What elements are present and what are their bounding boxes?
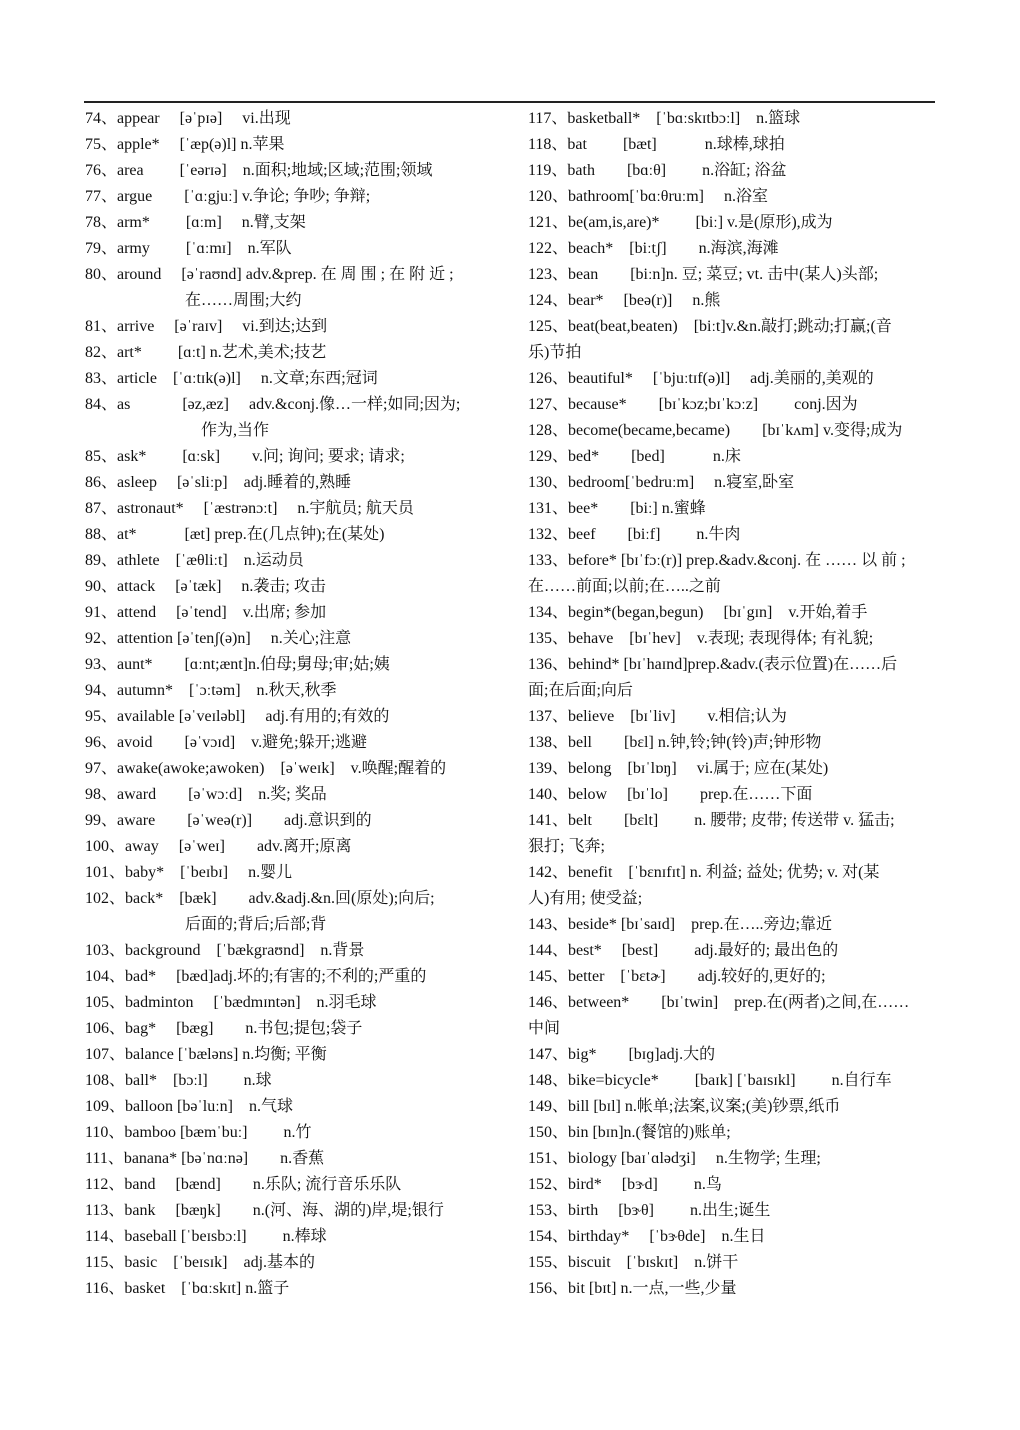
vocab-entry-line: 106、bag* [bæg] n.书包;提包;袋子 (85, 1020, 363, 1037)
vocab-entry-line: 100、away [əˈweɪ] adv.离开;原离 (85, 838, 352, 855)
vocab-entry-line: 76、area [ˈeərɪə] n.面积;地域;区域;范围;领域 (85, 162, 433, 179)
vocab-entry-line: 117、basketball* [ˈbɑːskɪtbɔːl] n.篮球 (528, 110, 801, 127)
vocab-entry-line: 89、athlete [ˈæθliːt] n.运动员 (85, 552, 304, 569)
vocab-entry-line: 面;在后面;向后 (528, 682, 633, 699)
vocab-entry-line: 84、as [əz,æz] adv.&conj.像…一样;如同;因为; (85, 396, 461, 413)
vocab-entry-line: 75、apple* [ˈæp(ə)l] n.苹果 (85, 136, 285, 153)
vocab-entry-line: 88、at* [æt] prep.在(几点钟);在(某处) (85, 526, 385, 543)
vocab-entry-line: 122、beach* [biːtʃ] n.海滨,海滩 (528, 240, 779, 257)
vocab-entry-line: 115、basic [ˈbeɪsɪk] adj.基本的 (85, 1254, 316, 1271)
vocab-entry-line: 142、benefit [ˈbɛnɪfɪt] n. 利益; 益处; 优势; v. 对(某 (528, 864, 880, 881)
vocab-entry-line: 141、belt [bɛlt] n. 腰带; 皮带; 传送带 v. 猛击; (528, 812, 895, 829)
vocab-entry-line: 后面的;背后;后部;背 (85, 916, 327, 933)
vocab-entry-line: 155、biscuit [ˈbɪskɪt] n.饼干 (528, 1254, 739, 1271)
header-rule (84, 101, 935, 103)
vocab-entry-line: 127、because* [bɪˈkɔz;bɪˈkɔːz] conj.因为 (528, 396, 858, 413)
vocab-entry-line: 118、bat [bæt] n.球棒,球拍 (528, 136, 785, 153)
vocab-entry-line: 149、bill [bɪl] n.帐单;法案,议案;(美)钞票,纸币 (528, 1098, 841, 1115)
vocab-entry-line: 74、appear [əˈpɪə] vi.出现 (85, 110, 291, 127)
vocab-entry-line: 154、birthday* [ˈbɝθde] n.生日 (528, 1228, 766, 1245)
vocab-entry-line: 133、before* [bɪˈfɔː(r)] prep.&adv.&conj. 在 …… 以 前 ; (528, 552, 906, 569)
vocab-entry-line: 126、beautiful* [ˈbjuːtɪf(ə)l] adj.美丽的,美观的 (528, 370, 874, 387)
vocab-entry-line: 83、article [ˈɑːtɪk(ə)l] n.文章;东西;冠词 (85, 370, 378, 387)
vocab-entry-line: 87、astronaut* [ˈæstrənɔːt] n.宇航员; 航天员 (85, 500, 414, 517)
vocab-entry-line: 129、bed* [bed] n.床 (528, 448, 741, 465)
vocab-entry-line: 78、arm* [ɑːm] n.臂,支架 (85, 214, 306, 231)
vocab-entry-line: 79、army [ˈɑːmɪ] n.军队 (85, 240, 292, 257)
vocab-entry-line: 98、award [əˈwɔːd] n.奖; 奖品 (85, 786, 327, 803)
vocab-entry-line: 128、become(became,became) [bɪˈkʌm] v.变得;成为 (528, 422, 903, 439)
vocab-entry-line: 148、bike=bicycle* [baɪk] [ˈbaɪsɪkl] n.自行车 (528, 1072, 892, 1089)
vocab-entry-line: 124、bear* [beə(r)] n.熊 (528, 292, 721, 309)
vocab-entry-line: 102、back* [bæk] adv.&adj.&n.回(原处);向后; (85, 890, 435, 907)
vocab-entry-line: 81、arrive [əˈraɪv] vi.到达;达到 (85, 318, 328, 335)
vocab-entry-line: 134、begin*(began,begun) [bɪˈgɪn] v.开始,着手 (528, 604, 868, 621)
vocab-entry-line: 97、awake(awoke;awoken) [əˈweɪk] v.唤醒;醒着的 (85, 760, 447, 777)
vocab-entry-line: 144、best* [best] adj.最好的; 最出色的 (528, 942, 839, 959)
vocab-entry-line: 109、balloon [bəˈluːn] n.气球 (85, 1098, 293, 1115)
vocab-entry-line: 145、better [ˈbɛtɚ] adj.较好的,更好的; (528, 968, 826, 985)
vocab-entry-line: 121、be(am,is,are)* [biː] v.是(原形),成为 (528, 214, 833, 231)
vocab-entry-line: 93、aunt* [ɑːnt;ænt]n.伯母;舅母;审;姑;姨 (85, 656, 390, 673)
vocab-entry-line: 作为,当作 (85, 422, 270, 439)
vocab-entry-line: 130、bedroom[ˈbedruːm] n.寝室,卧室 (528, 474, 795, 491)
vocab-entry-line: 131、bee* [biː] n.蜜蜂 (528, 500, 706, 517)
vocab-entry-line: 90、attack [əˈtæk] n.袭击; 攻击 (85, 578, 326, 595)
vocab-entry-line: 111、banana* [bəˈnɑːnə] n.香蕉 (85, 1150, 325, 1167)
vocab-entry-line: 85、ask* [ɑːsk] v.问; 询问; 要求; 请求; (85, 448, 405, 465)
vocab-entry-line: 152、bird* [bɝd] n.鸟 (528, 1176, 722, 1193)
vocab-entry-line: 120、bathroom[ˈbɑːθruːm] n.浴室 (528, 188, 769, 205)
vocab-entry-line: 95、available [əˈveɪləbl] adj.有用的;有效的 (85, 708, 390, 725)
vocab-entry-line: 156、bit [bɪt] n.一点,一些,少量 (528, 1280, 737, 1297)
vocab-entry-line: 136、behind* [bɪˈhaɪnd]prep.&adv.(表示位置)在……后 (528, 656, 898, 673)
vocab-entry-line: 113、bank [bæŋk] n.(河、海、湖的)岸,堤;银行 (85, 1202, 444, 1219)
vocab-entry-line: 在……周围;大约 (85, 292, 302, 309)
vocab-entry-line: 150、bin [bɪn]n.(餐馆的)账单; (528, 1124, 731, 1141)
vocab-entry-line: 137、believe [bɪˈliv] v.相信;认为 (528, 708, 787, 725)
vocab-entry-line: 99、aware [əˈweə(r)] adj.意识到的 (85, 812, 372, 829)
vocab-entry-line: 乐)节拍 (528, 344, 582, 361)
vocab-entry-line: 119、bath [bɑːθ] n.浴缸; 浴盆 (528, 162, 787, 179)
vocab-entry-line: 狠打; 飞奔; (528, 838, 605, 855)
vocab-entry-line: 146、between* [bɪˈtwin] prep.在(两者)之间,在…… (528, 994, 910, 1011)
vocab-entry-line: 96、avoid [əˈvɔɪd] v.避免;躲开;逃避 (85, 734, 368, 751)
vocab-entry-line: 153、birth [bɝθ] n.出生;诞生 (528, 1202, 771, 1219)
vocab-entry-line: 91、attend [əˈtend] v.出席; 参加 (85, 604, 327, 621)
vocab-entry-line: 103、background [ˈbækgraʊnd] n.背景 (85, 942, 365, 959)
vocab-entry-line: 82、art* [ɑːt] n.艺术,美术;技艺 (85, 344, 327, 361)
vocab-entry-line: 135、behave [bɪˈhev] v.表现; 表现得体; 有礼貌; (528, 630, 874, 647)
vocab-entry-line: 人)有用; 使受益; (528, 890, 643, 907)
vocabulary-column-left (85, 106, 496, 1302)
vocab-entry-line: 104、bad* [bæd]adj.坏的;有害的;不利的;严重的 (85, 968, 427, 985)
vocab-entry-line: 92、attention [əˈtenʃ(ə)n] n.关心;注意 (85, 630, 352, 647)
vocab-entry-line: 125、beat(beat,beaten) [biːt]v.&n.敲打;跳动;打赢;(音 (528, 318, 892, 335)
vocab-entry-line: 110、bamboo [bæmˈbuː] n.竹 (85, 1124, 312, 1141)
vocabulary-column-right (528, 106, 940, 1302)
vocab-entry-line: 108、ball* [bɔːl] n.球 (85, 1072, 272, 1089)
vocab-entry-line: 112、band [bænd] n.乐队; 流行音乐乐队 (85, 1176, 402, 1193)
vocab-entry-line: 114、baseball [ˈbeɪsbɔːl] n.棒球 (85, 1228, 327, 1245)
vocab-entry-line: 中间 (528, 1020, 561, 1037)
vocab-entry-line: 77、argue [ˈɑːgjuː] v.争论; 争吵; 争辩; (85, 188, 371, 205)
vocab-entry-line: 147、big* [bɪɡ]adj.大的 (528, 1046, 716, 1063)
vocab-entry-line: 116、basket [ˈbɑːskɪt] n.篮子 (85, 1280, 290, 1297)
vocab-entry-line: 101、baby* [ˈbeɪbɪ] n.婴儿 (85, 864, 293, 881)
vocab-entry-line: 94、autumn* [ˈɔːtəm] n.秋天,秋季 (85, 682, 337, 699)
vocab-entry-line: 140、below [bɪˈlo] prep.在……下面 (528, 786, 813, 803)
vocab-entry-line: 138、bell [bɛl] n.钟,铃;钟(铃)声;钟形物 (528, 734, 822, 751)
vocab-entry-line: 123、bean [biːn]n. 豆; 菜豆; vt. 击中(某人)头部; (528, 266, 879, 283)
vocab-entry-line: 107、balance [ˈbæləns] n.均衡; 平衡 (85, 1046, 327, 1063)
vocab-entry-line: 151、biology [baɪˈɑlədʒi] n.生物学; 生理; (528, 1150, 821, 1167)
vocab-entry-line: 在……前面;以前;在…..之前 (528, 578, 721, 595)
vocab-entry-line: 86、asleep [əˈsliːp] adj.睡着的,熟睡 (85, 474, 352, 491)
vocab-entry-line: 105、badminton [ˈbædmɪntən] n.羽毛球 (85, 994, 377, 1011)
vocab-entry-line: 132、beef [biːf] n.牛肉 (528, 526, 741, 543)
vocab-entry-line: 80、around [əˈraʊnd] adv.&prep. 在 周 围 ; 在 附 近 ; (85, 266, 454, 283)
vocab-entry-line: 143、beside* [bɪˈsaɪd] prep.在…..旁边;靠近 (528, 916, 832, 933)
vocab-entry-line: 139、belong [bɪˈlɒŋ] vi.属于; 应在(某处) (528, 760, 829, 777)
